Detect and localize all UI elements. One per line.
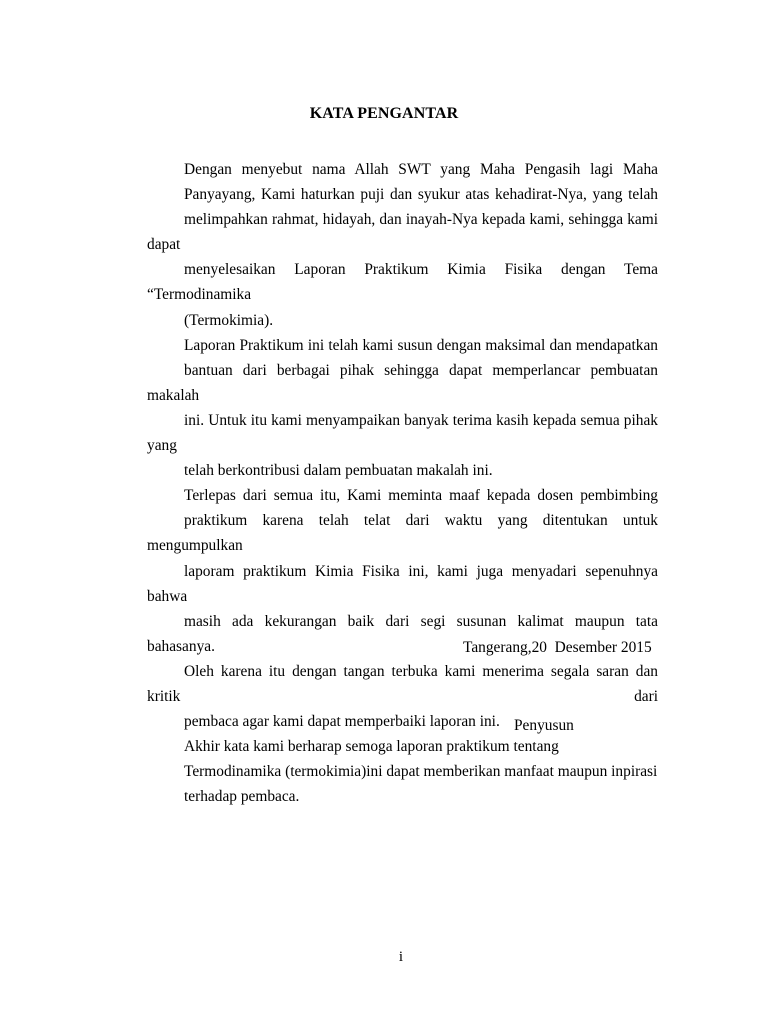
paragraph-line: Laporan Praktikum ini telah kami susun dengan maksimal dan mendapatkan (184, 336, 658, 354)
paragraph-2 (147, 333, 658, 484)
paragraph-line: Akhir kata kami berharap semoga laporan praktikum tentang (184, 738, 559, 756)
paragraph-line: Dengan menyebut nama Allah SWT yang Maha Pengasih lagi Maha (184, 161, 658, 178)
paragraph-line: Termodinamika (termokimia)ini dapat memberikan manfaat maupun inpirasi (184, 763, 658, 781)
paragraph-line: terhadap pembaca. (184, 788, 300, 806)
paragraph-line: pembaca agar kami dapat memperbaiki laporan ini. (184, 713, 500, 731)
paragraph-line: melimpahkan rahmat, hidayah, dan inayah-Nya kepada kami, sehingga kami dapat (147, 211, 658, 254)
paragraph-line: telah berkontribusi dalam pembuatan makalah ini. (184, 462, 493, 480)
paragraph-1 (147, 157, 658, 333)
signer-label: Penyusun (514, 717, 574, 734)
page-title: KATA PENGANTAR (309, 105, 459, 122)
page-number: i (398, 949, 404, 965)
paragraph-line: Oleh karena itu dengan tangan terbuka kami menerima segala saran dan kritik dari (147, 662, 658, 705)
paragraph-4 (147, 734, 658, 809)
place-date: Tangerang,20 Desember 2015 (463, 639, 652, 656)
paragraph-line: praktikum karena telah telat dari waktu yang ditentukan untuk mengumpulkan (147, 512, 658, 555)
paragraph-3 (147, 483, 658, 734)
paragraph-line: bantuan dari berbagai pihak sehingga dapat memperlancar pembuatan makalah (147, 361, 658, 404)
paragraph-line: ini. Untuk itu kami menyampaikan banyak terima kasih kepada semua pihak yang (147, 411, 658, 455)
body-text (147, 157, 658, 809)
paragraph-line: menyelesaikan Laporan Praktikum Kimia Fisika dengan Tema “Termodinamika (147, 261, 658, 304)
paragraph-line: Terlepas dari semua itu, Kami meminta maaf kepada dosen pembimbing (184, 487, 658, 505)
paragraph-line: masih ada kekurangan baik dari segi susunan kalimat maupun tata bahasanya. (147, 612, 658, 655)
paragraph-line: laporam praktikum Kimia Fisika ini, kami juga menyadari sepenuhnya bahwa (147, 562, 658, 605)
paragraph-line: (Termokimia). (184, 311, 274, 329)
paragraph-line: Panyayang, Kami haturkan puji dan syukur atas kehadirat-Nya, yang telah (184, 186, 658, 204)
